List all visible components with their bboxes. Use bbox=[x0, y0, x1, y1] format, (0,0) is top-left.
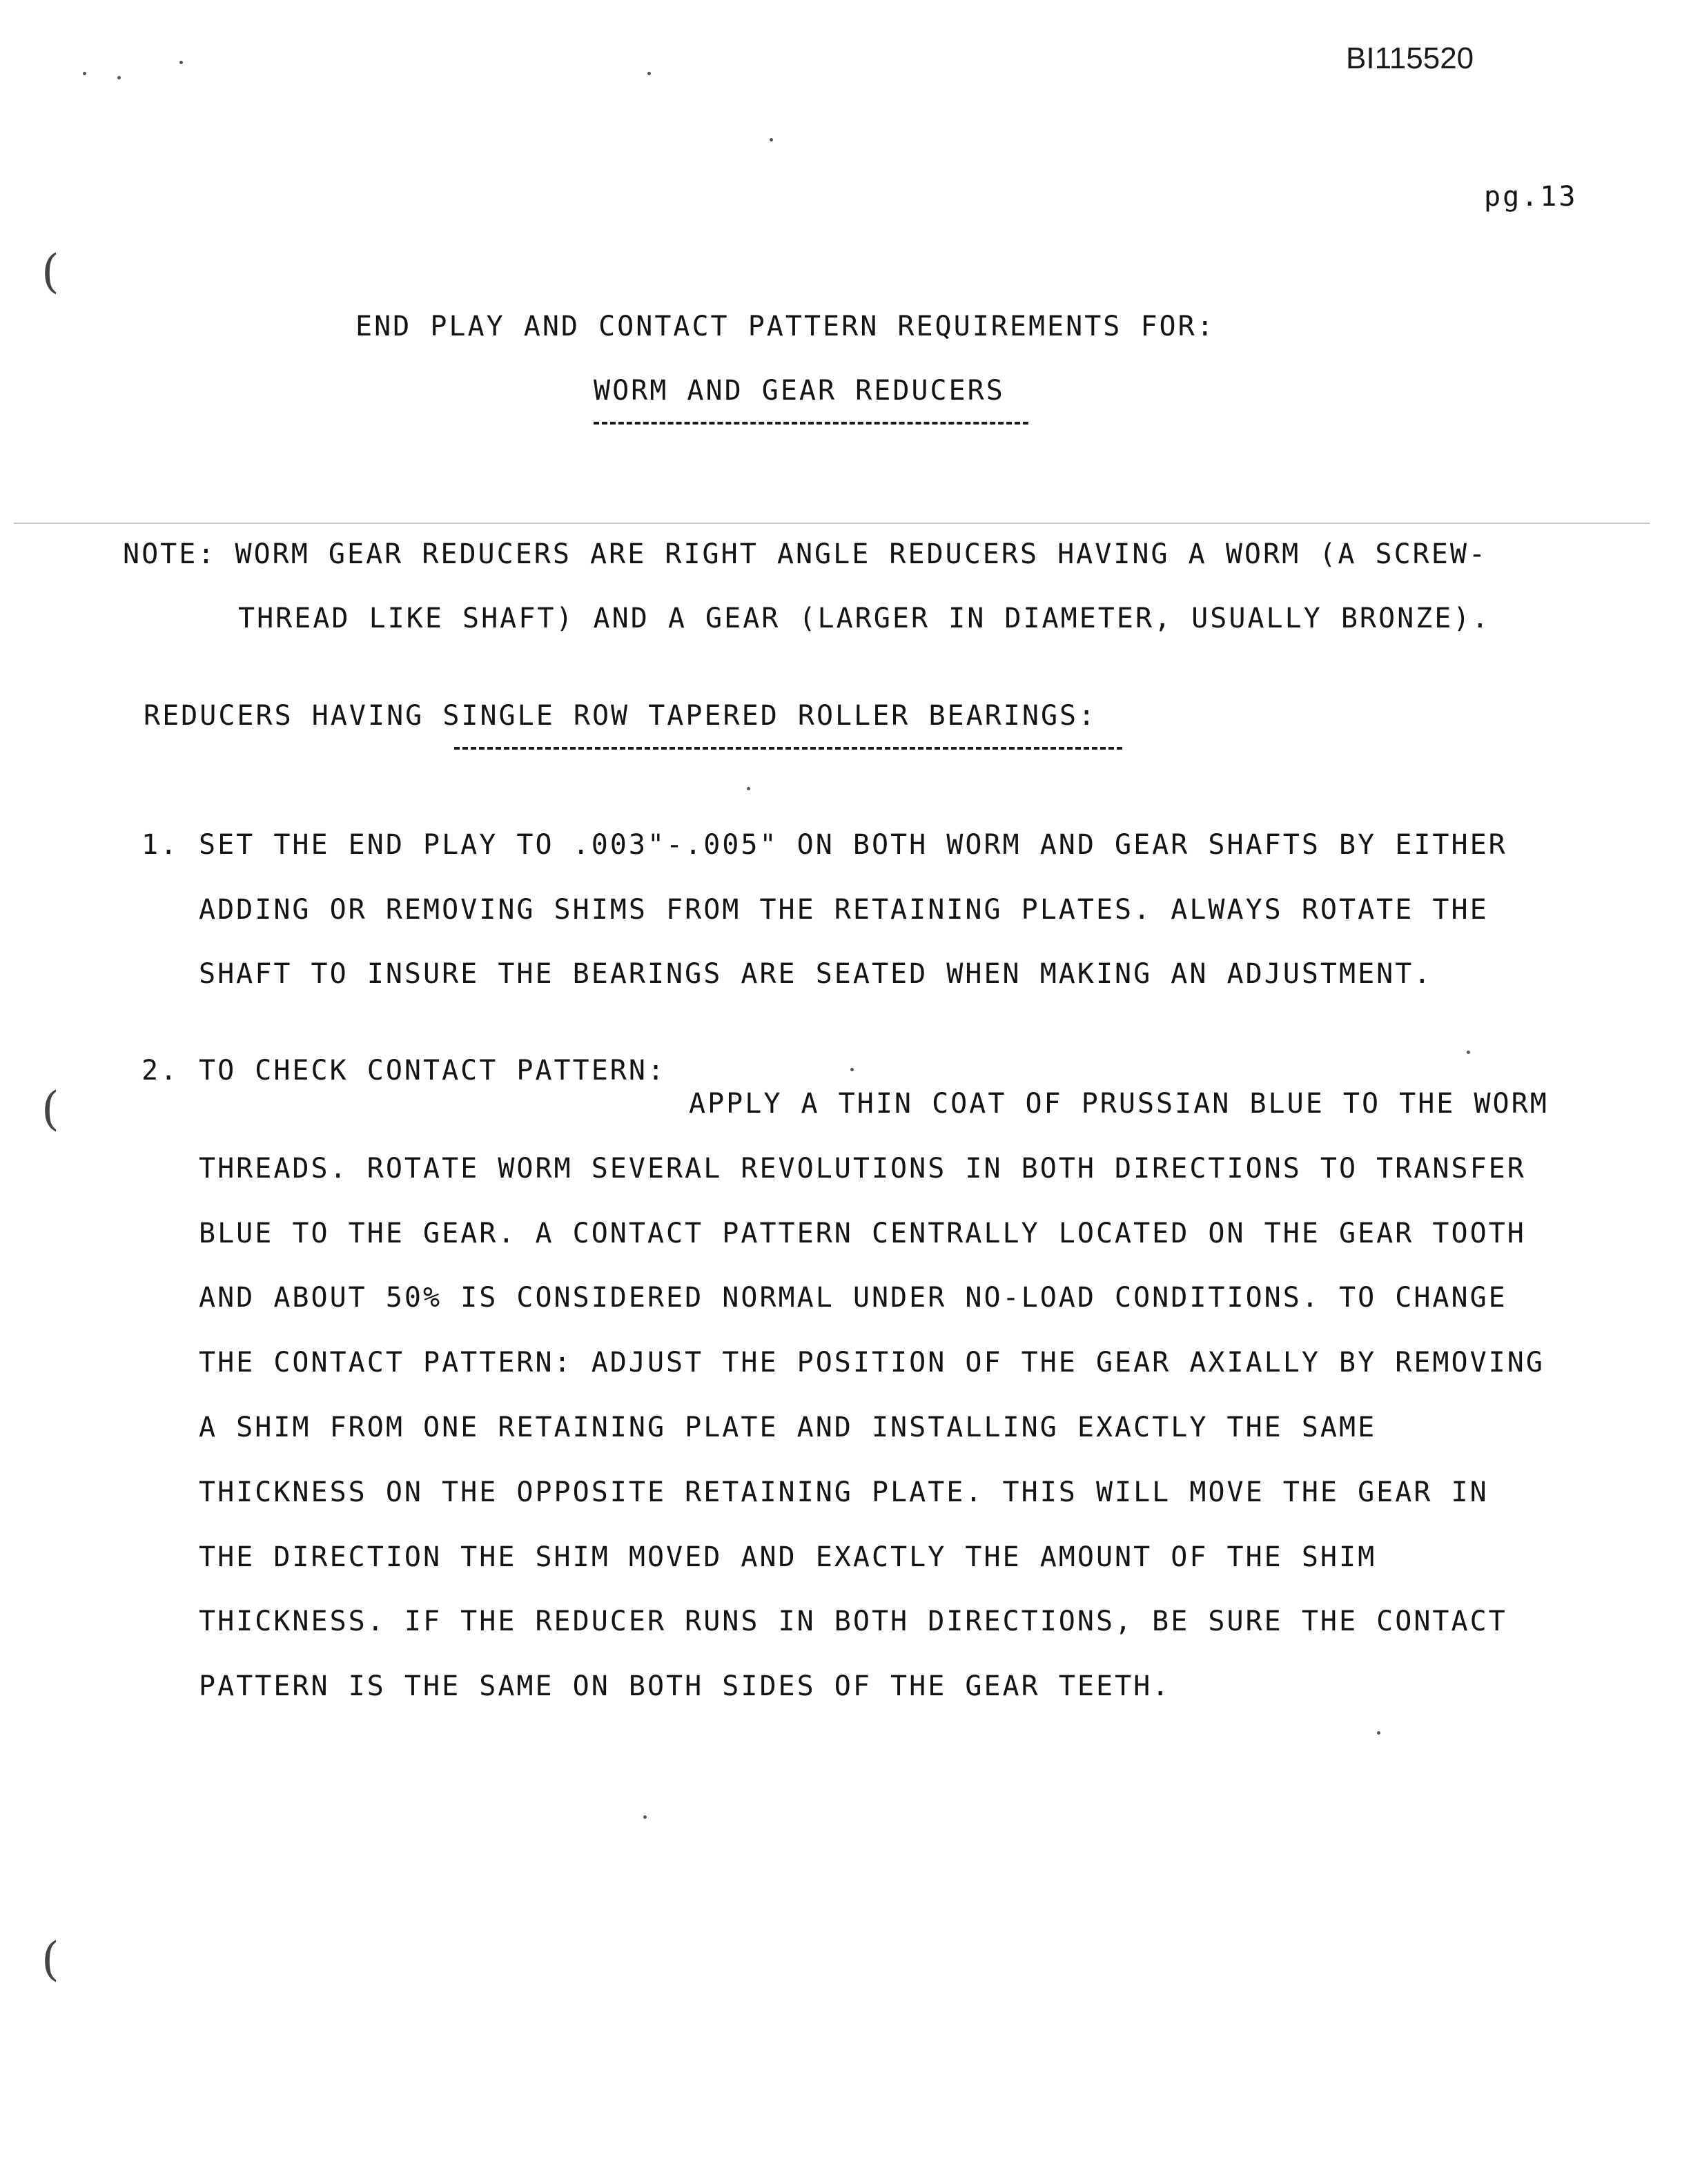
item-2-line-6: A SHIM FROM ONE RETAINING PLATE AND INSTALLING EXACTLY THE SAME bbox=[199, 1412, 1377, 1443]
item-2-line-2: THREADS. ROTATE WORM SEVERAL REVOLUTIONS IN BOTH DIRECTIONS TO TRANSFER bbox=[199, 1153, 1526, 1184]
document-title: END PLAY AND CONTACT PATTERN REQUIREMENTS FOR: bbox=[355, 311, 1215, 342]
scan-speck bbox=[643, 1815, 647, 1819]
item-2-line-4: AND ABOUT 50% IS CONSIDERED NORMAL UNDER NO-LOAD CONDITIONS. TO CHANGE bbox=[199, 1282, 1507, 1314]
page-number: pg.13 bbox=[1484, 181, 1578, 213]
item-1-line-2: ADDING OR REMOVING SHIMS FROM THE RETAINING PLATES. ALWAYS ROTATE THE bbox=[199, 894, 1489, 926]
scan-speck bbox=[179, 61, 183, 64]
item-2-line-3: BLUE TO THE GEAR. A CONTACT PATTERN CENTRALLY LOCATED ON THE GEAR TOOTH bbox=[199, 1218, 1526, 1249]
scan-speck bbox=[770, 138, 773, 142]
scan-speck bbox=[1467, 1051, 1470, 1054]
item-2-line-5: THE CONTACT PATTERN: ADJUST THE POSITION OF THE GEAR AXIALLY BY REMOVING bbox=[199, 1347, 1545, 1378]
subtitle-underline bbox=[594, 422, 1028, 425]
scan-speck bbox=[647, 72, 651, 75]
item-2-line-7: THICKNESS ON THE OPPOSITE RETAINING PLATE. THIS WILL MOVE THE GEAR IN bbox=[199, 1476, 1489, 1508]
item-1-line-3: SHAFT TO INSURE THE BEARINGS ARE SEATED WHEN MAKING AN ADJUSTMENT. bbox=[199, 958, 1433, 990]
scan-speck bbox=[850, 1068, 854, 1071]
section-heading: REDUCERS HAVING SINGLE ROW TAPERED ROLLER BEARINGS: bbox=[144, 700, 1097, 732]
note-line-2: THREAD LIKE SHAFT) AND A GEAR (LARGER IN DIAMETER, USUALLY BRONZE). bbox=[238, 603, 1491, 634]
scan-speck bbox=[117, 76, 121, 79]
document-subtitle: WORM AND GEAR REDUCERS bbox=[594, 375, 1005, 407]
scan-divider-line bbox=[14, 523, 1650, 524]
item-1-line-1: SET THE END PLAY TO .003"-.005" ON BOTH WORM AND GEAR SHAFTS BY EITHER bbox=[199, 829, 1507, 861]
item-2-line-8: THE DIRECTION THE SHIM MOVED AND EXACTLY THE AMOUNT OF THE SHIM bbox=[199, 1541, 1377, 1573]
binder-hole-mark: ( bbox=[41, 245, 59, 298]
scan-speck bbox=[1377, 1731, 1380, 1735]
item-1-number: 1. bbox=[141, 829, 179, 861]
item-2-lead: TO CHECK CONTACT PATTERN: bbox=[199, 1055, 667, 1086]
binder-hole-mark: ( bbox=[41, 1082, 59, 1135]
item-2-line-9: THICKNESS. IF THE REDUCER RUNS IN BOTH DIRECTIONS, BE SURE THE CONTACT bbox=[199, 1606, 1507, 1637]
binder-hole-mark: ( bbox=[41, 1933, 59, 1986]
item-2-line-10: PATTERN IS THE SAME ON BOTH SIDES OF THE GEAR TEETH. bbox=[199, 1670, 1171, 1702]
section-heading-underline bbox=[454, 747, 1122, 750]
note-line-1: NOTE: WORM GEAR REDUCERS ARE RIGHT ANGLE REDUCERS HAVING A WORM (A SCREW- bbox=[123, 538, 1487, 570]
item-2-number: 2. bbox=[141, 1055, 179, 1086]
scan-speck bbox=[747, 787, 750, 790]
scan-speck bbox=[83, 72, 86, 75]
item-2-line-1: APPLY A THIN COAT OF PRUSSIAN BLUE TO THE WORM bbox=[689, 1088, 1549, 1120]
document-id: BI115520 bbox=[1346, 41, 1474, 75]
